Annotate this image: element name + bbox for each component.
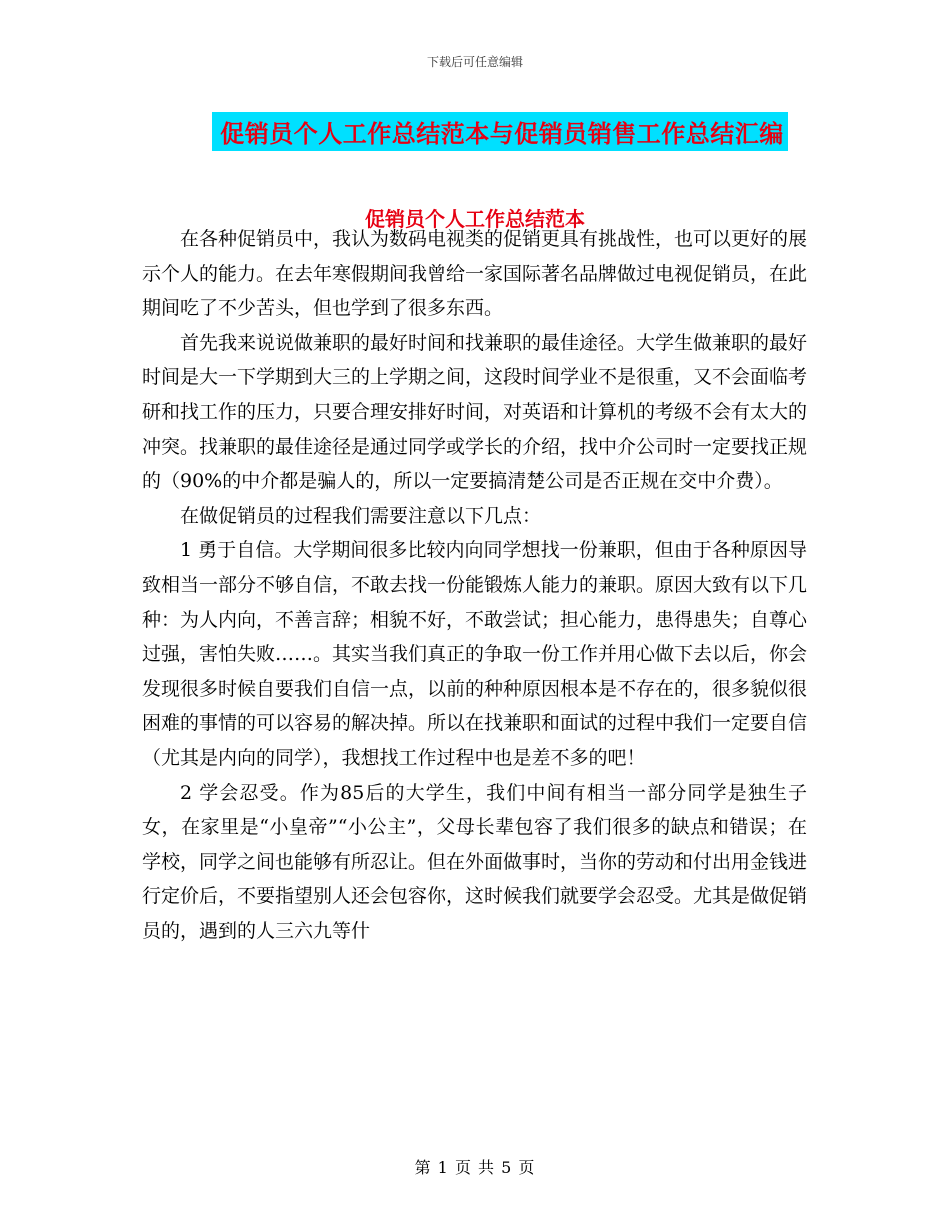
body-text bbox=[142, 222, 807, 948]
paragraph-5: 2 学会忍受。作为85后的大学生，我们中间有相当一部分同学是独生子女，在家里是“小皇帝”“小公主”，父母长辈包容了我们很多的缺点和错误；在学校，同学之间也能够有所忍让。但在外面做事时，当你的劳动和付出用金钱进行定价后，不要指望别人还会包容你，这时候我们就要学会忍受。尤其是做促销员的，遇到的人三六九等什 bbox=[142, 781, 808, 942]
page-number: 第 1 页 共 5 页 bbox=[414, 1158, 536, 1177]
main-title-container bbox=[0, 112, 950, 151]
paragraph-2: 首先我来说说做兼职的最好时间和找兼职的最佳途径。大学生做兼职的最好时间是大一下学期到大三的上学期之间，这段时间学业不是很重，又不会面临考研和找工作的压力，只要合理安排好时间，对英语和计算机的考级不会有太大的冲突。找兼职的最佳途径是通过同学或学长的介绍，找中介公司时一定要找正规的（90%的中介都是骗人的，所以一定要搞清楚公司是否正规在交中介费）。 bbox=[142, 331, 808, 493]
paragraph-1: 在各种促销员中，我认为数码电视类的促销更具有挑战性，也可以更好的展示个人的能力。在去年寒假期间我曾给一家国际著名品牌做过电视促销员，在此期间吃了不少苦头，但也学到了很多东西。 bbox=[142, 228, 808, 320]
page-header-note: 下载后可任意编辑 bbox=[426, 55, 523, 69]
paragraph-4: 1 勇于自信。大学期间很多比较内向同学想找一份兼职，但由于各种原因导致相当一部分不够自信，不敢去找一份能锻炼人能力的兼职。原因大致有以下几种：为人内向，不善言辞；相貌不好，不敢尝试；担心能力，患得患失；自尊心过强，害怕失败……。其实当我们真正的争取一份工作并用心做下去以后，你会发现很多时候自要我们自信一点，以前的种种原因根本是不存在的，很多貌似很困难的事情的可以容易的解决掉。所以在找兼职和面试的过程中我们一定要自信（尤其是内向的同学），我想找工作过程中也是差不多的吧！ bbox=[142, 539, 808, 769]
section-title: 促销员个人工作总结范本 bbox=[365, 207, 585, 231]
main-title: 促销员个人工作总结范本与促销员销售工作总结汇编 bbox=[212, 112, 788, 151]
paragraph-3: 在做促销员的过程我们需要注意以下几点： bbox=[180, 504, 542, 527]
